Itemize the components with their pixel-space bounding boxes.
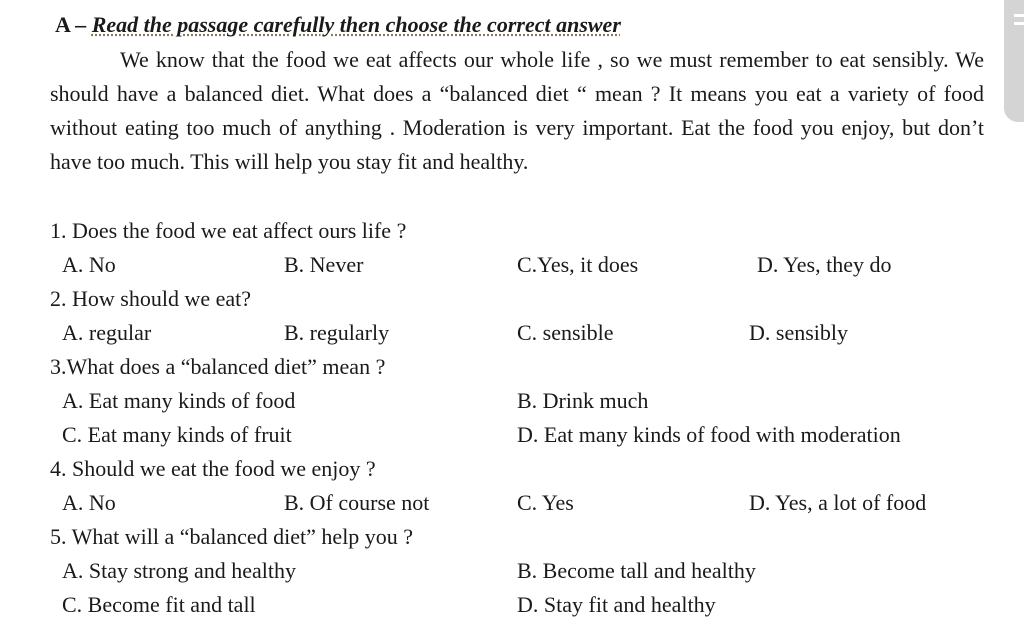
question-2: 2. How should we eat? bbox=[50, 286, 252, 311]
q5-option-d[interactable]: D. Stay fit and healthy bbox=[517, 592, 716, 617]
tab-line-icon bbox=[1014, 22, 1024, 25]
question-4: 4. Should we eat the food we enjoy ? bbox=[50, 456, 376, 481]
question-3: 3.What does a “balanced diet” mean ? bbox=[50, 354, 386, 379]
q2-option-a[interactable]: A. regular bbox=[62, 320, 152, 345]
q5-option-b[interactable]: B. Become tall and healthy bbox=[517, 558, 756, 583]
reading-passage: We know that the food we eat affects our whole life , so we must remember to eat sensibly. We should have a balanced diet. What does a “balanced diet “ mean ? It means you eat a variety of food without eating too much of anything . Moderation is very important. Eat the food you enjoy, but don’t have too much. This will help you stay fit and healthy. bbox=[50, 47, 984, 174]
q3-option-c[interactable]: C. Eat many kinds of fruit bbox=[62, 422, 292, 447]
q1-option-b[interactable]: B. Never bbox=[284, 252, 364, 277]
q2-option-c[interactable]: C. sensible bbox=[517, 320, 614, 345]
q4-option-c[interactable]: C. Yes bbox=[517, 490, 574, 515]
q2-option-b[interactable]: B. regularly bbox=[284, 320, 390, 345]
q2-option-d[interactable]: D. sensibly bbox=[749, 320, 848, 345]
q4-option-b[interactable]: B. Of course not bbox=[284, 490, 430, 515]
section-title: Read the passage carefully then choose the correct answer bbox=[91, 12, 621, 37]
section-heading bbox=[55, 10, 621, 40]
q5-option-c[interactable]: C. Become fit and tall bbox=[62, 592, 256, 617]
question-5: 5. What will a “balanced diet” help you ? bbox=[50, 524, 414, 549]
section-label: A – bbox=[55, 12, 92, 37]
question-1: 1. Does the food we eat affect ours life ? bbox=[50, 218, 407, 243]
q3-option-a[interactable]: A. Eat many kinds of food bbox=[62, 388, 296, 413]
tab-line-icon bbox=[1014, 14, 1024, 17]
q3-option-b[interactable]: B. Drink much bbox=[517, 388, 649, 413]
q5-option-a[interactable]: A. Stay strong and healthy bbox=[62, 558, 297, 583]
q3-option-d[interactable]: D. Eat many kinds of food with moderation bbox=[517, 422, 901, 447]
q1-option-d[interactable]: D. Yes, they do bbox=[757, 252, 892, 277]
q1-option-c[interactable]: C.Yes, it does bbox=[517, 252, 639, 277]
q4-option-d[interactable]: D. Yes, a lot of food bbox=[749, 490, 927, 515]
q4-option-a[interactable]: A. No bbox=[62, 490, 116, 515]
q1-option-a[interactable]: A. No bbox=[62, 252, 116, 277]
side-scroll-tab[interactable] bbox=[1004, 0, 1024, 122]
